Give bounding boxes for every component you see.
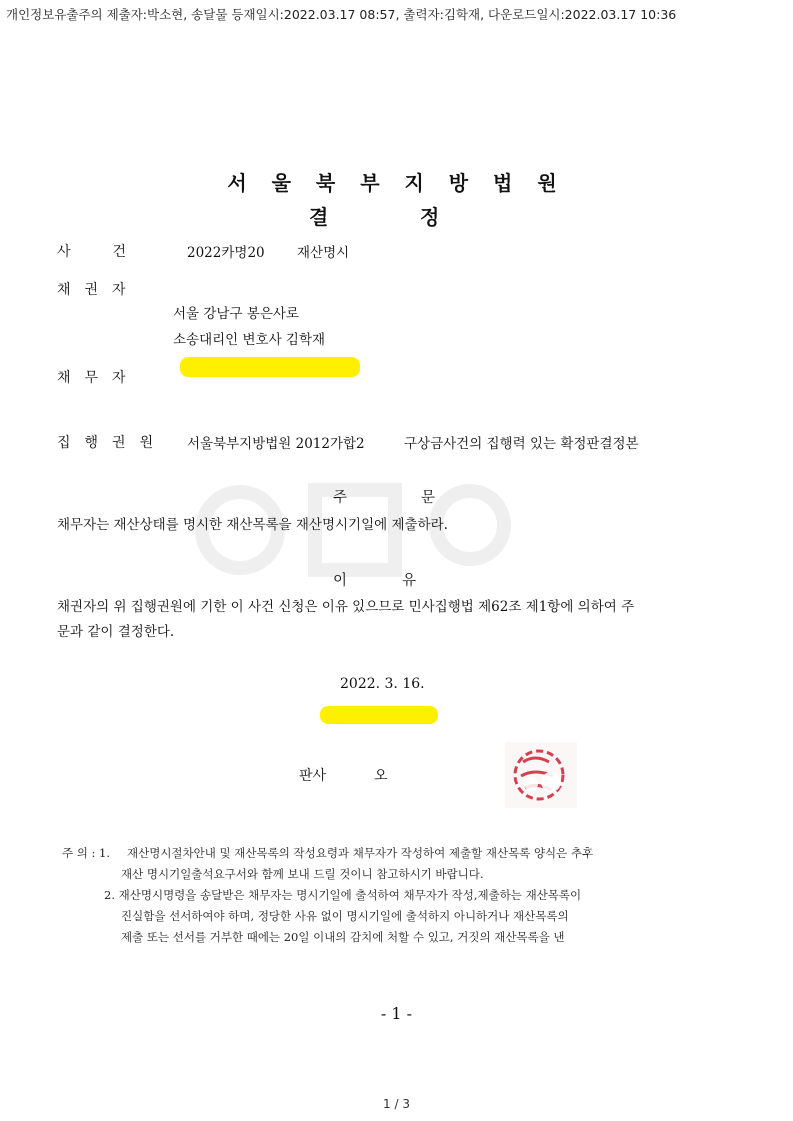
watermark-graphic [180, 470, 540, 612]
note-2-line-2: 진실함을 선서하여야 하며, 정당한 사유 없이 명시기일에 출석하지 아니하거나 재산목록의 [121, 909, 569, 923]
reason-heading-first: 이 [333, 573, 348, 589]
case-label: 사 건 [57, 244, 127, 260]
judge-name: 오 [374, 768, 388, 784]
debtor-label: 채 무 자 [57, 370, 126, 386]
order-text: 채무자는 재산상태를 명시한 재산목록을 재산명시기일에 제출하라. [57, 517, 448, 533]
case-number: 2022카명20 [187, 245, 265, 261]
order-heading-first: 주 [333, 490, 348, 506]
reason-heading-second: 유 [402, 573, 417, 589]
note-2-line-1: 2. 재산명시명령을 송달받은 채무자는 명시기일에 출석하여 채무자가 작성,제출하는 재산목록이 [104, 888, 582, 902]
court-seal-icon [505, 742, 577, 808]
creditor-agent: 소송대리인 변호사 김학재 [173, 332, 326, 348]
execution-court-case: 서울북부지방법원 2012가합2 [187, 436, 365, 452]
debtor-redaction-highlight [180, 357, 360, 377]
reason-line-2: 문과 같이 결정한다. [57, 624, 175, 640]
case-type: 재산명시 [297, 245, 350, 261]
note-1-line-1: 재산명시절차안내 및 재산목록의 작성요령과 채무자가 작성하여 제출할 재산목록 양식은 추후 [127, 846, 594, 860]
creditor-label: 채 권 자 [57, 282, 126, 298]
note-2-line-3: 제출 또는 선서를 거부한 때에는 20일 이내의 감치에 처할 수 있고, 거짓의 재산목록을 낸 [121, 930, 565, 944]
page-number: - 1 - [380, 1004, 413, 1023]
notes-prefix: 주 의 : 1. [62, 846, 111, 860]
document-title-first: 결 [309, 205, 329, 229]
viewer-page-indicator: 1 / 3 [383, 1097, 410, 1111]
reason-line-1: 채권자의 위 집행권원에 기한 이 사건 신청은 이유 있으므로 민사집행법 제62조 제1항에 의하여 주 [57, 599, 635, 615]
court-name: 서 울 북 부 지 방 법 원 [227, 171, 566, 195]
execution-title-label: 집 행 권 원 [57, 435, 154, 451]
execution-description: 구상금사건의 집행력 있는 확정판결정본 [404, 436, 639, 452]
decision-date: 2022. 3. 16. [340, 676, 425, 692]
order-heading-second: 문 [421, 490, 436, 506]
note-1-line-2: 재산 명시기일출석요구서와 함께 보내 드릴 것이니 참고하시기 바랍니다. [121, 867, 484, 881]
creditor-address: 서울 강남구 봉은사로 [173, 306, 299, 322]
document-header: 개인정보유출주의 제출자:박소현, 송달물 등재일시:2022.03.17 08:57, 출력자:김학재, 다운로드일시:2022.03.17 10:36 [6, 7, 677, 22]
document-title-second: 정 [420, 205, 440, 229]
judge-title: 판사 [299, 768, 327, 784]
date-redaction-highlight [320, 706, 438, 724]
